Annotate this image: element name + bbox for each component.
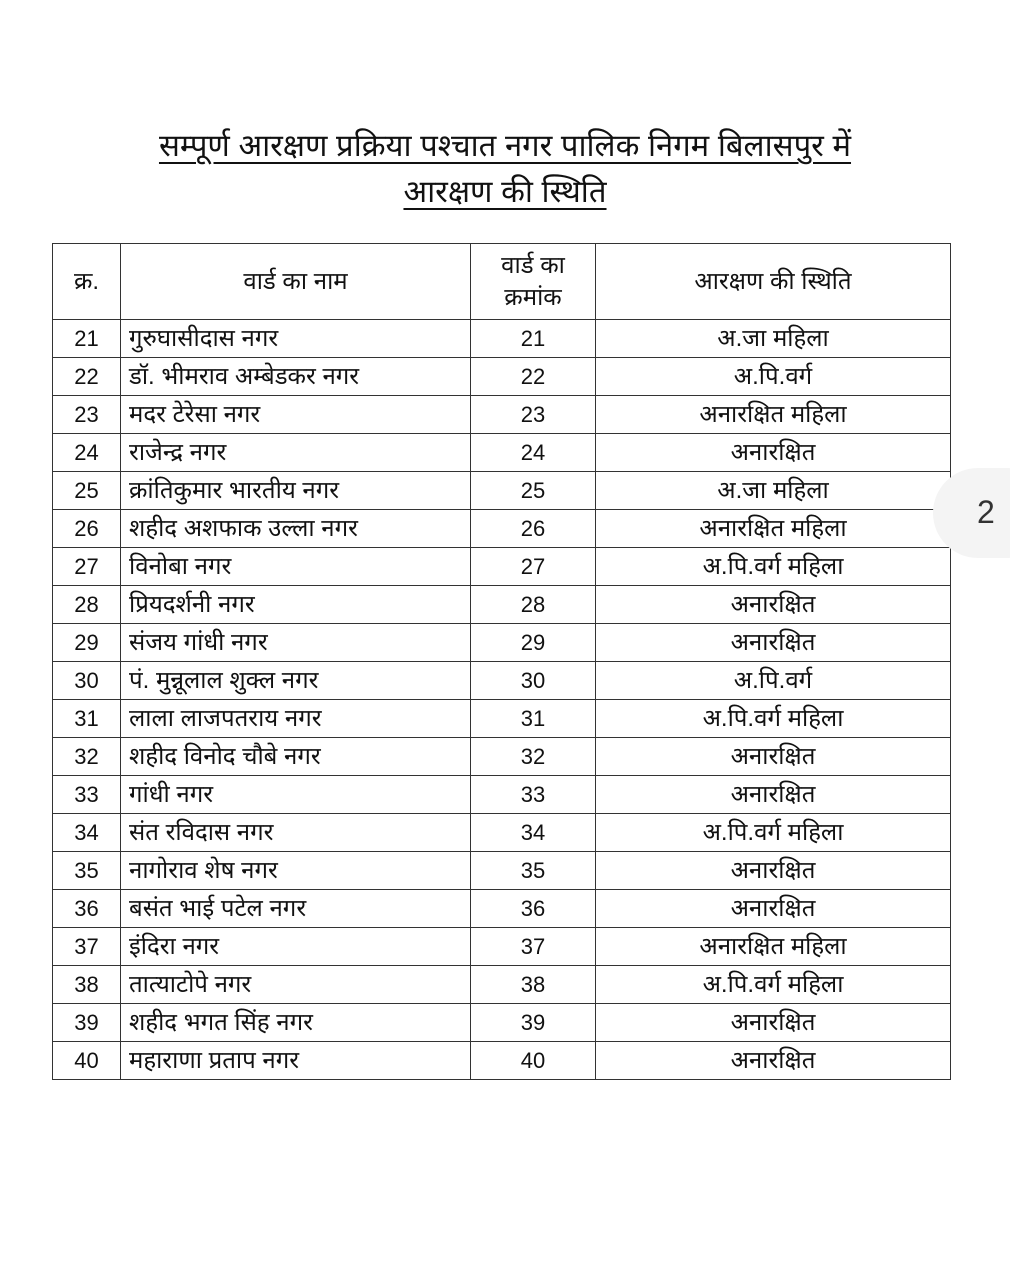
ward-name-cell: संजय गांधी नगर <box>121 624 471 662</box>
serial-cell: 25 <box>53 472 121 510</box>
reservation-status-cell: अनारक्षित <box>596 776 951 814</box>
ward-number-cell: 40 <box>471 1042 596 1080</box>
ward-number-cell: 32 <box>471 738 596 776</box>
serial-cell: 21 <box>53 320 121 358</box>
serial-cell: 37 <box>53 928 121 966</box>
serial-cell: 26 <box>53 510 121 548</box>
table-row <box>53 510 951 548</box>
table-row <box>53 928 951 966</box>
ward-number-cell: 23 <box>471 396 596 434</box>
ward-name-cell: गुरुघासीदास नगर <box>121 320 471 358</box>
ward-number-cell: 39 <box>471 1004 596 1042</box>
reservation-status-cell: अ.जा महिला <box>596 472 951 510</box>
reservation-status-cell: अनारक्षित महिला <box>596 396 951 434</box>
ward-number-cell: 29 <box>471 624 596 662</box>
ward-number-cell: 21 <box>471 320 596 358</box>
ward-name-cell: शहीद अशफाक उल्ला नगर <box>121 510 471 548</box>
serial-cell: 35 <box>53 852 121 890</box>
serial-cell: 39 <box>53 1004 121 1042</box>
reservation-status-cell: अनारक्षित महिला <box>596 510 951 548</box>
header-reservation-status: आरक्षण की स्थिति <box>596 244 951 320</box>
table-row <box>53 472 951 510</box>
table-row <box>53 738 951 776</box>
table-row <box>53 434 951 472</box>
ward-number-cell: 35 <box>471 852 596 890</box>
ward-number-cell: 25 <box>471 472 596 510</box>
reservation-status-cell: अ.पि.वर्ग महिला <box>596 548 951 586</box>
reservation-status-cell: अनारक्षित <box>596 1004 951 1042</box>
ward-number-cell: 24 <box>471 434 596 472</box>
ward-name-cell: क्रांतिकुमार भारतीय नगर <box>121 472 471 510</box>
serial-cell: 36 <box>53 890 121 928</box>
serial-cell: 32 <box>53 738 121 776</box>
ward-number-cell: 33 <box>471 776 596 814</box>
reservation-status-cell: अनारक्षित <box>596 852 951 890</box>
reservation-status-cell: अनारक्षित <box>596 586 951 624</box>
table-header-row <box>53 244 951 320</box>
reservation-status-cell: अ.पि.वर्ग महिला <box>596 700 951 738</box>
ward-number-cell: 34 <box>471 814 596 852</box>
table-row <box>53 624 951 662</box>
reservation-status-cell: अनारक्षित महिला <box>596 928 951 966</box>
table-row <box>53 548 951 586</box>
ward-name-cell: शहीद भगत सिंह नगर <box>121 1004 471 1042</box>
ward-name-cell: संत रविदास नगर <box>121 814 471 852</box>
reservation-status-cell: अनारक्षित <box>596 624 951 662</box>
table-row <box>53 320 951 358</box>
ward-number-cell: 31 <box>471 700 596 738</box>
ward-name-cell: प्रियदर्शनी नगर <box>121 586 471 624</box>
table-row <box>53 1042 951 1080</box>
ward-name-cell: नागोराव शेष नगर <box>121 852 471 890</box>
reservation-status-cell: अ.पि.वर्ग महिला <box>596 814 951 852</box>
ward-name-cell: पं. मुन्नूलाल शुक्ल नगर <box>121 662 471 700</box>
table-row <box>53 890 951 928</box>
serial-cell: 33 <box>53 776 121 814</box>
reservation-status-cell: अनारक्षित <box>596 434 951 472</box>
table-row <box>53 396 951 434</box>
reservation-status-cell: अ.जा महिला <box>596 320 951 358</box>
ward-name-cell: शहीद विनोद चौबे नगर <box>121 738 471 776</box>
ward-number-cell: 36 <box>471 890 596 928</box>
ward-number-cell: 37 <box>471 928 596 966</box>
ward-name-cell: राजेन्द्र नगर <box>121 434 471 472</box>
serial-cell: 24 <box>53 434 121 472</box>
ward-number-cell: 26 <box>471 510 596 548</box>
table-row <box>53 358 951 396</box>
serial-cell: 31 <box>53 700 121 738</box>
serial-cell: 34 <box>53 814 121 852</box>
ward-name-cell: बसंत भाई पटेल नगर <box>121 890 471 928</box>
table-row <box>53 852 951 890</box>
ward-number-cell: 30 <box>471 662 596 700</box>
ward-name-cell: इंदिरा नगर <box>121 928 471 966</box>
serial-cell: 22 <box>53 358 121 396</box>
table-row <box>53 586 951 624</box>
serial-cell: 40 <box>53 1042 121 1080</box>
ward-number-cell: 22 <box>471 358 596 396</box>
table-row <box>53 1004 951 1042</box>
ward-number-cell: 28 <box>471 586 596 624</box>
ward-name-cell: तात्याटोपे नगर <box>121 966 471 1004</box>
serial-cell: 38 <box>53 966 121 1004</box>
ward-name-cell: लाला लाजपतराय नगर <box>121 700 471 738</box>
reservation-status-cell: अ.पि.वर्ग <box>596 662 951 700</box>
table-row <box>53 776 951 814</box>
ward-name-cell: मदर टेरेसा नगर <box>121 396 471 434</box>
ward-name-cell: गांधी नगर <box>121 776 471 814</box>
ward-number-cell: 38 <box>471 966 596 1004</box>
ward-name-cell: महाराणा प्रताप नगर <box>121 1042 471 1080</box>
table-row <box>53 662 951 700</box>
header-ward-number: वार्ड का क्रमांक <box>471 244 596 320</box>
serial-cell: 23 <box>53 396 121 434</box>
title-line-2: आरक्षण की स्थिति <box>403 174 607 209</box>
reservation-status-cell: अ.पि.वर्ग महिला <box>596 966 951 1004</box>
document-subtitle <box>0 170 1010 214</box>
ward-name-cell: डॉ. भीमराव अम्बेडकर नगर <box>121 358 471 396</box>
reservation-status-cell: अनारक्षित <box>596 1042 951 1080</box>
reservation-table <box>52 243 951 1080</box>
header-ward-name: वार्ड का नाम <box>121 244 471 320</box>
table-row <box>53 966 951 1004</box>
table-row <box>53 814 951 852</box>
document-title <box>0 124 1010 168</box>
reservation-status-cell: अनारक्षित <box>596 738 951 776</box>
table-row <box>53 700 951 738</box>
header-serial: क्र. <box>53 244 121 320</box>
ward-number-cell: 27 <box>471 548 596 586</box>
page-number: 2 <box>977 494 995 530</box>
serial-cell: 29 <box>53 624 121 662</box>
serial-cell: 30 <box>53 662 121 700</box>
serial-cell: 27 <box>53 548 121 586</box>
reservation-status-cell: अ.पि.वर्ग <box>596 358 951 396</box>
serial-cell: 28 <box>53 586 121 624</box>
title-line-1: सम्पूर्ण आरक्षण प्रक्रिया पश्चात नगर पालिक निगम बिलासपुर में <box>158 128 852 163</box>
ward-name-cell: विनोबा नगर <box>121 548 471 586</box>
reservation-status-cell: अनारक्षित <box>596 890 951 928</box>
